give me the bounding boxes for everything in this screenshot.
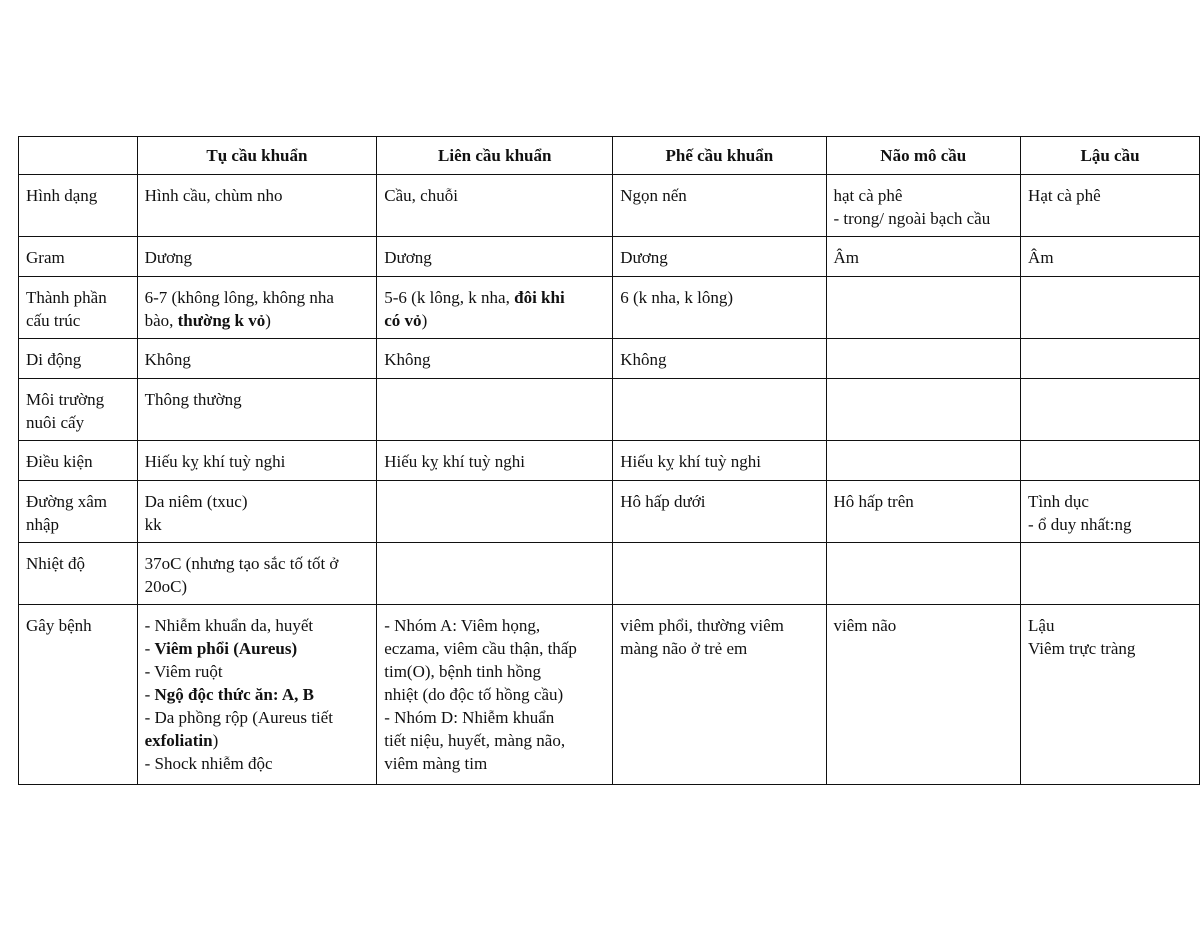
table-cell-lien-cau-khuan: Không: [377, 339, 613, 379]
row-label: Môi trường nuôi cấy: [19, 379, 138, 441]
row-label: Điều kiện: [19, 441, 138, 481]
table-cell-tu-cau-khuan: 37oC (nhưng tạo sắc tố tốt ở 20oC): [137, 543, 377, 605]
table-row: [19, 237, 1200, 277]
column-header-lien-cau-khuan: Liên cầu khuẩn: [377, 137, 613, 175]
table-cell-nao-mo-cau: [826, 277, 1021, 339]
table-row: [19, 339, 1200, 379]
table-row: [19, 379, 1200, 441]
table-cell-phe-cau-khuan: Không: [613, 339, 826, 379]
table-cell-lien-cau-khuan: [377, 543, 613, 605]
table-cell-lau-cau: [1021, 543, 1200, 605]
bacteria-comparison-table: [18, 136, 1200, 785]
table-cell-phe-cau-khuan: 6 (k nha, k lông): [613, 277, 826, 339]
table-cell-phe-cau-khuan: Hiếu kỵ khí tuỳ nghi: [613, 441, 826, 481]
row-label: Nhiệt độ: [19, 543, 138, 605]
table-row: [19, 481, 1200, 543]
table-cell-tu-cau-khuan: Da niêm (txuc) kk: [137, 481, 377, 543]
table-cell-tu-cau-khuan: Hình cầu, chùm nho: [137, 175, 377, 237]
table-cell-nao-mo-cau: [826, 339, 1021, 379]
table-cell-lau-cau: Lậu Viêm trực tràng: [1021, 605, 1200, 785]
table-cell-lau-cau: Hạt cà phê: [1021, 175, 1200, 237]
table-cell-phe-cau-khuan: [613, 379, 826, 441]
column-header-lau-cau: Lậu cầu: [1021, 137, 1200, 175]
row-label: Đường xâm nhập: [19, 481, 138, 543]
table-cell-phe-cau-khuan: viêm phổi, thường viêm màng não ở trẻ em: [613, 605, 826, 785]
table-row: [19, 175, 1200, 237]
table-cell-nao-mo-cau: [826, 441, 1021, 481]
table-cell-phe-cau-khuan: Hô hấp dưới: [613, 481, 826, 543]
table-row: [19, 441, 1200, 481]
table-cell-tu-cau-khuan: 6-7 (không lông, không nha bào, thường k vỏ): [137, 277, 377, 339]
table-cell-nao-mo-cau: [826, 379, 1021, 441]
table-cell-lien-cau-khuan: [377, 481, 613, 543]
table-cell-phe-cau-khuan: Ngọn nến: [613, 175, 826, 237]
table-cell-phe-cau-khuan: Dương: [613, 237, 826, 277]
table-cell-tu-cau-khuan: Dương: [137, 237, 377, 277]
column-header-tu-cau-khuan: Tụ cầu khuẩn: [137, 137, 377, 175]
table-cell-phe-cau-khuan: [613, 543, 826, 605]
table-cell-lau-cau: [1021, 441, 1200, 481]
table-cell-nao-mo-cau: hạt cà phê - trong/ ngoài bạch cầu: [826, 175, 1021, 237]
table-cell-tu-cau-khuan: Không: [137, 339, 377, 379]
table-cell-tu-cau-khuan: Thông thường: [137, 379, 377, 441]
row-label: Gây bệnh: [19, 605, 138, 785]
table-cell-lau-cau: Tình dục - ổ duy nhất:ng: [1021, 481, 1200, 543]
table-cell-lau-cau: [1021, 277, 1200, 339]
table-cell-lien-cau-khuan: 5-6 (k lông, k nha, đôi khi có vỏ): [377, 277, 613, 339]
table-cell-tu-cau-khuan: - Nhiễm khuẩn da, huyết - Viêm phổi (Aureus) - Viêm ruột - Ngộ độc thức ăn: A, B - Da phồng rộp (Aureus tiết exfoliatin) - Shock nhiễm độc: [137, 605, 377, 785]
column-header-row-label: [19, 137, 138, 175]
row-label: Hình dạng: [19, 175, 138, 237]
table-cell-nao-mo-cau: [826, 543, 1021, 605]
row-label: Thành phần cấu trúc: [19, 277, 138, 339]
table-cell-lien-cau-khuan: Cầu, chuỗi: [377, 175, 613, 237]
table-row: [19, 277, 1200, 339]
table-cell-lien-cau-khuan: Hiếu kỵ khí tuỳ nghi: [377, 441, 613, 481]
table-cell-lien-cau-khuan: [377, 379, 613, 441]
column-header-nao-mo-cau: Não mô cầu: [826, 137, 1021, 175]
table-cell-tu-cau-khuan: Hiếu kỵ khí tuỳ nghi: [137, 441, 377, 481]
table-cell-lau-cau: Âm: [1021, 237, 1200, 277]
table-cell-lien-cau-khuan: Dương: [377, 237, 613, 277]
row-label: Gram: [19, 237, 138, 277]
header-row: [19, 137, 1200, 175]
table-cell-nao-mo-cau: viêm não: [826, 605, 1021, 785]
column-header-phe-cau-khuan: Phế cầu khuẩn: [613, 137, 826, 175]
table-row: [19, 605, 1200, 785]
table-cell-lau-cau: [1021, 379, 1200, 441]
row-label: Di động: [19, 339, 138, 379]
table-cell-lien-cau-khuan: - Nhóm A: Viêm họng, eczama, viêm cầu thận, thấp tim(O), bệnh tinh hồng nhiệt (do độc tố hồng cầu) - Nhóm D: Nhiễm khuẩn tiết niệu, huyết, màng não, viêm màng tim: [377, 605, 613, 785]
table-row: [19, 543, 1200, 605]
table-cell-nao-mo-cau: Âm: [826, 237, 1021, 277]
table-cell-lau-cau: [1021, 339, 1200, 379]
table-cell-nao-mo-cau: Hô hấp trên: [826, 481, 1021, 543]
